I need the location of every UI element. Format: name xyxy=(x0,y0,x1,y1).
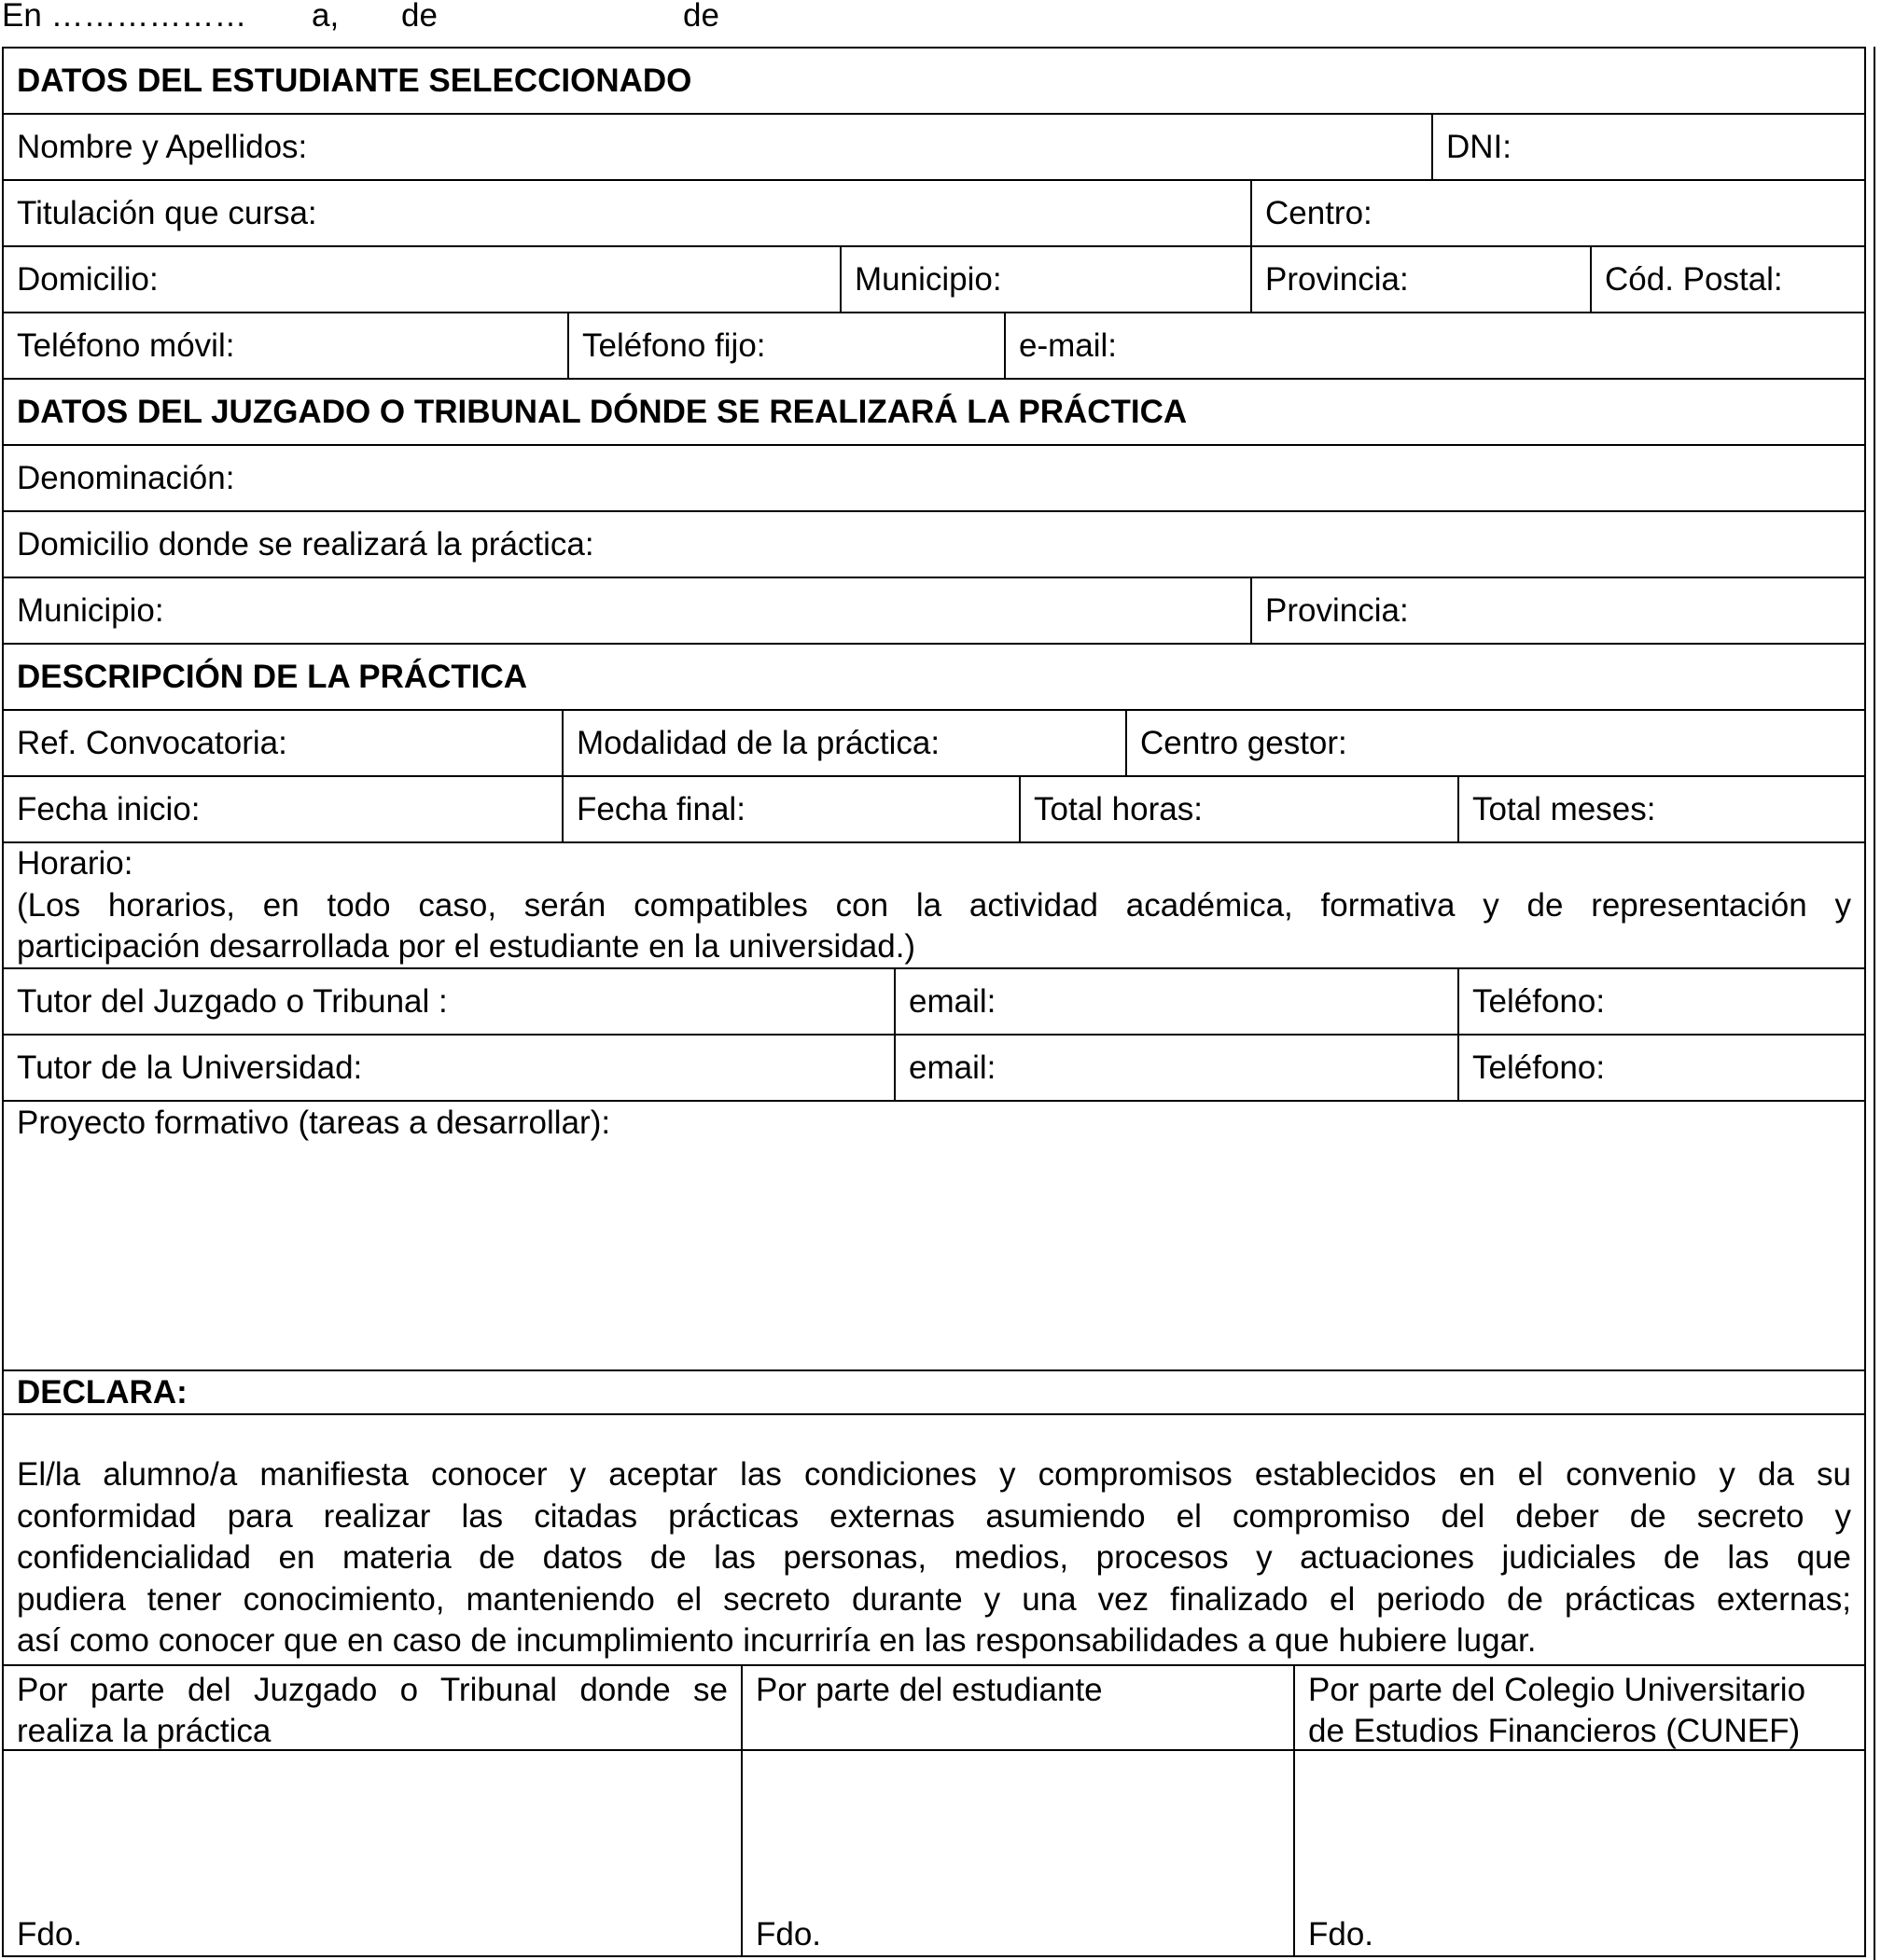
court-tutor-email-field[interactable]: email: xyxy=(894,969,1457,1034)
declaration-line: El/la alumno/a manifiesta conocer y aceptar las condiciones y compromisos establecidos en el convenio y da su xyxy=(17,1456,1851,1493)
court-signature-header-line: realiza la práctica xyxy=(17,1713,272,1749)
date-month-separator: de xyxy=(401,0,438,34)
email-field[interactable]: e-mail: xyxy=(1004,313,1864,378)
schedule-note-line: participación desarrollada por el estudiante en la universidad.) xyxy=(17,928,916,965)
university-tutor-email-field[interactable]: email: xyxy=(894,1036,1457,1100)
address-field[interactable]: Domicilio: xyxy=(17,261,159,298)
row-schedule[interactable] xyxy=(4,843,1864,969)
declara-title: DECLARA: xyxy=(17,1374,188,1411)
row-university-tutor xyxy=(4,1036,1864,1102)
signature-headers xyxy=(4,1666,1864,1751)
student-signature-fdo: Fdo. xyxy=(756,1916,822,1953)
court-tutor-field[interactable]: Tutor del Juzgado o Tribunal : xyxy=(17,983,448,1020)
section-court-header xyxy=(4,380,1864,446)
total-hours-field[interactable]: Total horas: xyxy=(1019,777,1457,841)
schedule-text xyxy=(17,843,1851,968)
degree-field[interactable]: Titulación que cursa: xyxy=(17,195,317,231)
row-name-dni xyxy=(4,115,1864,181)
student-signature-header xyxy=(741,1666,1293,1749)
page-edge-line xyxy=(1874,47,1875,1960)
row-training-project[interactable] xyxy=(4,1102,1864,1371)
court-signature-fdo: Fdo. xyxy=(17,1916,83,1953)
student-signature-box[interactable] xyxy=(741,1751,1293,1955)
declara-header xyxy=(4,1371,1864,1415)
declaration-line: conformidad para realizar las citadas prácticas externas asumiendo el compromiso del deber de secreto y xyxy=(17,1497,1851,1535)
date-day-separator: a, xyxy=(312,0,340,34)
dni-field[interactable]: DNI: xyxy=(1431,115,1864,179)
row-contact xyxy=(4,313,1864,380)
row-address xyxy=(4,247,1864,313)
date-year-separator: de xyxy=(683,0,719,34)
practice-agreement-form xyxy=(2,47,1866,1957)
row-court-location xyxy=(4,578,1864,645)
section-title: DESCRIPCIÓN DE LA PRÁCTICA xyxy=(17,659,528,695)
schedule-label: Horario: xyxy=(17,845,133,882)
court-signature-box[interactable] xyxy=(4,1751,741,1955)
declaration-text xyxy=(17,1454,1851,1662)
center-field[interactable]: Centro: xyxy=(1250,181,1864,245)
practice-mode-field[interactable]: Modalidad de la práctica: xyxy=(562,711,1125,775)
declaration-line: así como conocer que en caso de incumplimiento incurriría en las responsabilidades a que hubiere lugar. xyxy=(17,1622,1537,1659)
postal-code-field[interactable]: Cód. Postal: xyxy=(1590,247,1864,312)
row-court-address xyxy=(4,512,1864,578)
training-project-label: Proyecto formativo (tareas a desarrollar): xyxy=(17,1105,611,1141)
call-reference-field[interactable]: Ref. Convocatoria: xyxy=(17,725,287,761)
court-signature-header-line: Por parte del Juzgado o Tribunal donde se xyxy=(17,1672,728,1708)
declaration-line: confidencialidad en materia de datos de las personas, medios, procesos y actuaciones judiciales de las que xyxy=(17,1539,1851,1576)
province-field[interactable]: Provincia: xyxy=(1250,247,1590,312)
schedule-note-line: (Los horarios, en todo caso, serán compatibles con la actividad académica, formativa y de representación y xyxy=(17,886,1851,924)
declaration-block xyxy=(4,1415,1864,1666)
student-signature-header-line: Por parte del estudiante xyxy=(756,1672,1103,1708)
end-date-field[interactable]: Fecha final: xyxy=(562,777,1019,841)
signature-boxes xyxy=(4,1751,1864,1955)
municipality-field[interactable]: Municipio: xyxy=(840,247,1250,312)
date-place: En ……………… xyxy=(2,0,247,34)
section-title: DATOS DEL JUZGADO O TRIBUNAL DÓNDE SE REALIZARÁ LA PRÁCTICA xyxy=(17,394,1188,430)
university-tutor-field[interactable]: Tutor de la Universidad: xyxy=(17,1050,363,1086)
cunef-signature-box[interactable] xyxy=(1293,1751,1864,1955)
section-practice-header xyxy=(4,645,1864,711)
cunef-signature-header-line: de Estudios Financieros (CUNEF) xyxy=(1308,1713,1801,1749)
section-title: DATOS DEL ESTUDIANTE SELECCIONADO xyxy=(17,63,692,99)
section-student-header xyxy=(4,49,1864,115)
cunef-signature-fdo: Fdo. xyxy=(1308,1916,1374,1953)
row-degree-center xyxy=(4,181,1864,247)
start-date-field[interactable]: Fecha inicio: xyxy=(17,791,201,827)
total-months-field[interactable]: Total meses: xyxy=(1457,777,1864,841)
university-tutor-phone-field[interactable]: Teléfono: xyxy=(1457,1036,1864,1100)
cunef-signature-header xyxy=(1293,1666,1864,1749)
date-line xyxy=(0,0,1881,43)
row-practice-ref xyxy=(4,711,1864,777)
row-court-tutor xyxy=(4,969,1864,1036)
court-municipality-field[interactable]: Municipio: xyxy=(17,592,164,629)
court-province-field[interactable]: Provincia: xyxy=(1250,578,1864,643)
declaration-line: pudiera tener conocimiento, manteniendo el secreto durante y una vez finalizado el periodo de prácticas externas; xyxy=(17,1580,1851,1618)
mobile-phone-field[interactable]: Teléfono móvil: xyxy=(17,327,235,364)
court-signature-header xyxy=(4,1666,741,1749)
row-practice-dates xyxy=(4,777,1864,843)
landline-phone-field[interactable]: Teléfono fijo: xyxy=(567,313,1004,378)
court-address-field[interactable]: Domicilio donde se realizará la práctica: xyxy=(17,526,594,563)
name-field[interactable]: Nombre y Apellidos: xyxy=(17,129,308,165)
cunef-signature-header-line: Por parte del Colegio Universitario xyxy=(1308,1672,1806,1708)
court-tutor-phone-field[interactable]: Teléfono: xyxy=(1457,969,1864,1034)
row-court-name xyxy=(4,446,1864,512)
court-name-field[interactable]: Denominación: xyxy=(17,460,235,496)
managing-center-field[interactable]: Centro gestor: xyxy=(1125,711,1864,775)
